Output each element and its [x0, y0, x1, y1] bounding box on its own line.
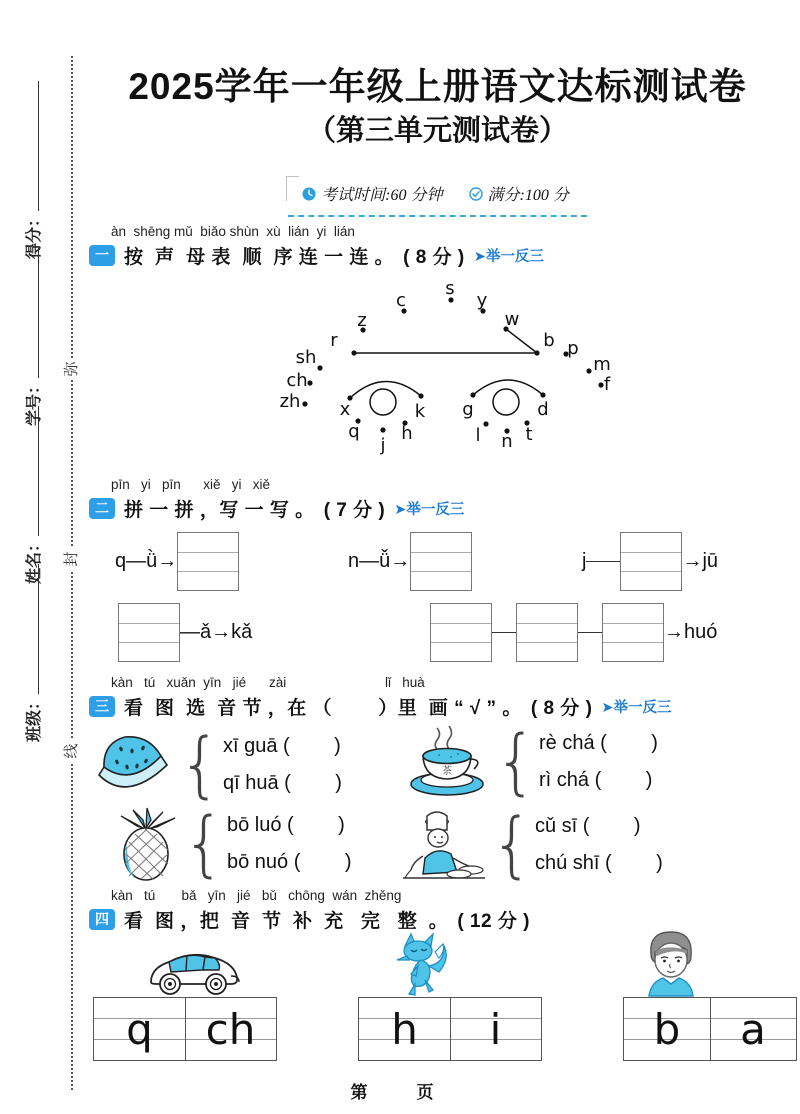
svg-text:n: n: [501, 431, 513, 452]
brace: {: [491, 803, 533, 887]
svg-text:c: c: [396, 290, 406, 311]
svg-text:g: g: [462, 399, 474, 420]
corner-decoration: [286, 176, 299, 201]
teacup-icon: [403, 722, 493, 802]
section2-badge: 二: [89, 498, 115, 519]
section3-pinyin-b: zài: [269, 675, 287, 690]
section3-badge: 三: [89, 696, 115, 717]
section4-title: 看 图 ，把 音 节 补 充 完 整 。: [124, 911, 449, 932]
full-score-item: [469, 182, 569, 205]
answer-box[interactable]: [516, 603, 578, 662]
name-field: [21, 406, 43, 584]
answer-box[interactable]: [430, 603, 492, 662]
svg-text:x: x: [339, 399, 351, 420]
writing-grid-huli[interactable]: [358, 997, 542, 1061]
choice-item-chef: [397, 803, 663, 887]
fox-icon: [385, 932, 455, 998]
exam-time-text: 考试时间:60 分钟: [321, 187, 443, 204]
spelling-item-huo: [430, 603, 717, 662]
answer-box[interactable]: [118, 603, 180, 662]
grid-letter: q: [126, 1004, 153, 1054]
spelling-lead: q—ǜ→: [115, 550, 178, 572]
answer-box[interactable]: [177, 532, 239, 591]
svg-text:t: t: [525, 424, 533, 445]
section1-score: ( 8 分 ): [403, 247, 465, 268]
section3-score: ( 8 分 ): [530, 698, 593, 719]
grid-letter: ch: [205, 1004, 256, 1054]
section2-pinyin: pīn yi pīn xiě yi xiě: [111, 477, 271, 492]
section4-badge: 四: [89, 909, 115, 930]
section2-tip-link[interactable]: ➤举一反三: [394, 502, 465, 518]
option-line[interactable]: chú shī ( ): [535, 852, 663, 874]
class-label: 班级：: [25, 693, 43, 742]
spelling-tail: →huó: [664, 621, 718, 643]
option-line[interactable]: xī guā ( ): [223, 735, 341, 757]
seal-dotted-line: [71, 56, 73, 1090]
page-footer: 第 页: [350, 1083, 450, 1102]
choice-item-teacup: [403, 722, 658, 802]
car-icon: [143, 938, 247, 998]
spelling-lead: j: [582, 550, 587, 572]
section3-pinyin-c: lǐ huà: [385, 675, 425, 690]
option-line[interactable]: qī huā ( ): [223, 772, 342, 794]
option-line[interactable]: bō nuó ( ): [227, 851, 352, 873]
writing-grid-qiche[interactable]: [93, 997, 277, 1061]
section4-pinyin: kàn tú bǎ yīn jié bǔ chōng wán zhěng: [111, 888, 402, 903]
full-score-text: 满分:100 分: [487, 187, 569, 204]
svg-text:r: r: [330, 330, 338, 351]
option-line[interactable]: bō luó ( ): [227, 814, 345, 836]
svg-text:f: f: [603, 374, 611, 395]
spelling-item-qu: [115, 532, 239, 591]
section1-pinyin: àn shēng mǔ biǎo shùn xù lián yi lián: [111, 224, 355, 239]
chef-icon: [397, 806, 489, 884]
pineapple-icon: [113, 806, 181, 882]
svg-text:q: q: [348, 421, 360, 442]
section3-tip-link[interactable]: ➤举一反三: [601, 700, 672, 716]
name-label: 姓名：: [25, 535, 43, 584]
class-blank[interactable]: [25, 564, 38, 694]
svg-text:s: s: [445, 278, 455, 299]
connector-line: [586, 561, 620, 562]
connect-dots-exercise[interactable]: [85, 272, 765, 477]
check-circle-icon: [469, 187, 483, 201]
option-line[interactable]: cǔ sī ( ): [535, 815, 641, 837]
clock-icon: [302, 187, 316, 201]
spelling-tail: →jū: [682, 550, 719, 572]
brace: {: [495, 720, 537, 804]
section1-badge: 一: [89, 245, 115, 266]
man-icon: [635, 928, 707, 1000]
class-field: [21, 564, 43, 742]
man-image: [635, 928, 707, 1000]
grid-letter: h: [391, 1004, 418, 1054]
svg-text:茶: 茶: [442, 766, 452, 777]
score-field: [21, 81, 43, 259]
svg-text:ch: ch: [286, 370, 308, 391]
section2-title: 拼 一 拼 ，写 一 写 。: [124, 500, 315, 521]
seal-char-feng: 封: [61, 548, 83, 570]
svg-text:sh: sh: [295, 347, 317, 368]
spelling-item-nv: [348, 532, 472, 591]
section1-title: 按 声 母 表 顺 序 连 一 连 。: [124, 247, 395, 268]
student-id-label: 学号：: [25, 377, 43, 426]
svg-text:d: d: [537, 399, 549, 420]
grid-letter: i: [489, 1004, 502, 1054]
section3-pinyin-a: kàn tú xuǎn yīn jié: [111, 675, 247, 690]
section1-tip-link[interactable]: ➤举一反三: [473, 249, 544, 265]
section2-header: [89, 495, 464, 522]
answer-box[interactable]: [410, 532, 472, 591]
svg-text:j: j: [380, 435, 386, 456]
svg-text:h: h: [401, 423, 413, 444]
svg-text:zh: zh: [279, 391, 301, 412]
section1-header: [89, 242, 544, 269]
section2-score: ( 7 分 ): [323, 500, 386, 521]
page-title: 2025学年一年级上册语文达标测试卷: [128, 66, 747, 107]
section4-score: ( 12 分 ): [457, 911, 530, 932]
svg-text:y: y: [476, 290, 488, 311]
exam-time-item: [302, 182, 442, 205]
car-image: [143, 938, 247, 998]
score-blank[interactable]: [25, 81, 38, 211]
brace: {: [183, 802, 225, 886]
section3-header: [89, 693, 672, 720]
choice-item-watermelon: [91, 723, 342, 807]
spelling-item-ju: [582, 532, 718, 591]
svg-text:m: m: [593, 354, 611, 375]
fox-image: [385, 932, 455, 998]
page-subtitle: （第三单元测试卷）: [306, 115, 568, 147]
spelling-item-ka: [118, 603, 252, 662]
watermelon-icon: [91, 729, 177, 801]
name-blank[interactable]: [25, 406, 38, 536]
option-line[interactable]: rè chá ( ): [539, 732, 658, 754]
student-id-field: [21, 248, 43, 426]
grid-letter: a: [740, 1004, 766, 1054]
seal-char-xian: 线: [61, 740, 83, 762]
student-id-blank[interactable]: [25, 248, 38, 378]
svg-text:p: p: [567, 338, 579, 359]
answer-box[interactable]: [620, 532, 682, 591]
choice-item-pineapple: [113, 802, 352, 886]
grid-letter: b: [653, 1004, 681, 1054]
section3-title: 看 图 选 音 节 ，在 （ ）里 画 “ √ ” 。: [124, 698, 522, 719]
connector-line: [578, 632, 602, 633]
svg-text:b: b: [543, 330, 555, 351]
section4-header: [89, 906, 530, 933]
answer-box[interactable]: [602, 603, 664, 662]
connector-line: [492, 632, 516, 633]
spelling-tail: —ǎ→kǎ: [180, 621, 253, 643]
svg-text:l: l: [475, 425, 481, 446]
svg-text:k: k: [414, 401, 426, 422]
exam-info-bar: [85, 178, 790, 217]
connect-dots-svg: [85, 272, 765, 477]
svg-text:w: w: [504, 309, 520, 330]
writing-grid-baba[interactable]: [623, 997, 797, 1061]
seal-char-mi: 弥: [61, 358, 83, 380]
option-line[interactable]: rì chá ( ): [539, 769, 653, 791]
svg-text:z: z: [357, 310, 367, 331]
brace: {: [179, 723, 221, 807]
score-label: 得分：: [25, 210, 43, 259]
spelling-lead: n—ǚ→: [348, 550, 411, 572]
